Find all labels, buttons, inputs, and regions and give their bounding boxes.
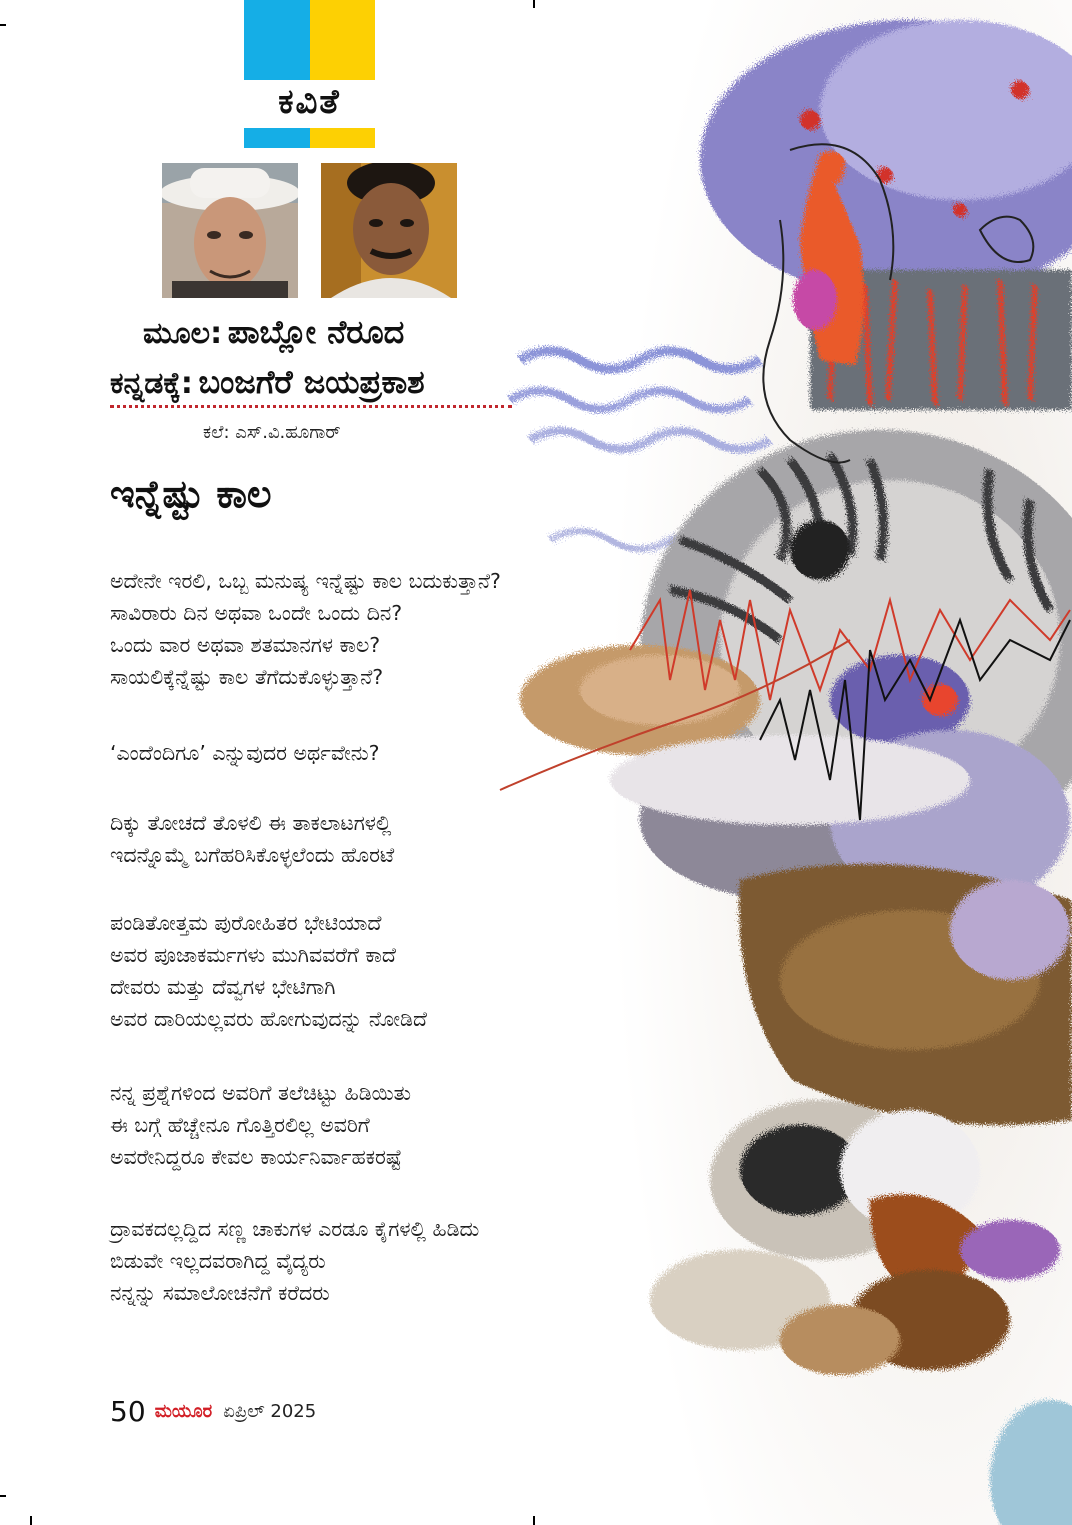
poem-line: ಅವರೇನಿದ್ದರೂ ಕೇವಲ ಕಾರ್ಯನಿರ್ವಾಹಕರಷ್ಟೆ xyxy=(110,1145,403,1169)
credits-divider xyxy=(110,405,512,408)
category-underline-blue xyxy=(244,128,310,148)
category-label: ಕವಿತೆ xyxy=(278,82,341,122)
original-author-name: ಪಾಬ್ಲೋ ನೆರೂದ xyxy=(227,313,405,351)
poem-line: ದೇವರು ಮತ್ತು ದೆವ್ವಗಳ ಭೇಟಿಗಾಗಿ xyxy=(110,975,336,999)
crop-mark-bottom-left xyxy=(0,1495,6,1497)
translator-name: ಬಂಜಗೆರೆ ಜಯಪ್ರಕಾಶ xyxy=(198,363,425,401)
category-color-block-yellow xyxy=(310,0,375,80)
category-color-block-blue xyxy=(244,0,310,80)
poem-line: ಪಂಡಿತೋತ್ತಮ ಪುರೋಹಿತರ ಭೇಟಿಯಾದೆ xyxy=(110,911,382,935)
page-number: 50 xyxy=(110,1395,146,1428)
crop-mark-bottom-center-left xyxy=(30,1516,32,1525)
stanza-4 xyxy=(110,907,427,1035)
poem-line: ‘ಎಂದೆಂದಿಗೂ’ ಎನ್ನುವುದರ ಅರ್ಥವೇನು? xyxy=(110,741,380,765)
poem-line: ನನ್ನನ್ನು ಸಮಾಲೋಚನೆಗೆ ಕರೆದರು xyxy=(110,1281,330,1305)
poem-line: ಸಾಯಲಿಕ್ಕೆನ್ನೆಷ್ಟು ಕಾಲ ತೆಗೆದುಕೊಳ್ಳುತ್ತಾನೆ? xyxy=(110,665,384,689)
translator-photo xyxy=(321,163,457,298)
issue-date: ಏಪ್ರಿಲ್ 2025 xyxy=(223,1401,317,1422)
poem-line: ಇದನ್ನೊಮ್ಮೆ ಬಗೆಹರಿಸಿಕೊಳ್ಳಲೆಂದು ಹೊರಟೆ xyxy=(110,843,395,867)
poem-line: ಒಂದು ವಾರ ಅಥವಾ ಶತಮಾನಗಳ ಕಾಲ? xyxy=(110,633,381,657)
original-label: ಮೂಲ: xyxy=(143,316,223,351)
poem-line: ಬಿಡುವೇ ಇಲ್ಲದವರಾಗಿದ್ದ ವೈದ್ಯರು xyxy=(110,1249,326,1273)
poem-line: ಅದೇನೇ ಇರಲಿ, ಒಬ್ಬ ಮನುಷ್ಯ ಇನ್ನೆಷ್ಟು ಕಾಲ ಬದುಕುತ್ತಾನೆ? xyxy=(110,569,501,593)
translator-credit xyxy=(110,363,425,402)
stanza-1 xyxy=(110,565,501,693)
poem-line: ದಿಕ್ಕು ತೋಚದೆ ತೊಳಲಿ ಈ ತಾಕಲಾಟಗಳಲ್ಲಿ xyxy=(110,811,392,835)
poem-line: ಅವರ ಪೂಜಾಕರ್ಮಗಳು ಮುಗಿವವರೆಗೆ ಕಾದೆ xyxy=(110,943,396,967)
poem-line: ದ್ರಾವಕದಲ್ಲದ್ದಿದ ಸಣ್ಣ ಚಾಕುಗಳ ಎರಡೂ ಕೈಗಳಲ್ಲಿ ಹಿಡಿದು xyxy=(110,1217,480,1241)
stanza-3 xyxy=(110,807,394,871)
poem-illustration xyxy=(490,0,1072,1525)
stanza-2 xyxy=(110,737,380,769)
poem-title: ಇನ್ನೆಷ್ಟು ಕಾಲ xyxy=(110,472,272,516)
stanza-5 xyxy=(110,1077,411,1173)
category-underline-yellow xyxy=(310,128,375,148)
translation-label: ಕನ್ನಡಕ್ಕೆ: xyxy=(110,366,193,401)
art-credit: ಕಲೆ: ಎಸ್.ವಿ.ಹೂಗಾರ್ xyxy=(203,422,341,443)
magazine-logo: ಮಯೂರ xyxy=(154,1401,213,1422)
poem-line: ಸಾವಿರಾರು ದಿನ ಅಥವಾ ಒಂದೇ ಒಂದು ದಿನ? xyxy=(110,601,403,625)
poem-line: ಅವರ ದಾರಿಯಲ್ಲವರು ಹೋಗುವುದನ್ನು ನೋಡಿದೆ xyxy=(110,1007,428,1031)
page-footer xyxy=(110,1395,316,1428)
stanza-6 xyxy=(110,1213,479,1309)
original-author-photo xyxy=(162,163,298,298)
poem-line: ನನ್ನ ಪ್ರಶ್ನೆಗಳಿಂದ ಅವರಿಗೆ ತಲೆಚಿಟ್ಟು ಹಿಡಿಯಿತು xyxy=(110,1081,412,1105)
category-marker xyxy=(244,0,375,150)
poem-line: ಈ ಬಗ್ಗೆ ಹೆಚ್ಚೇನೂ ಗೊತ್ತಿರಲಿಲ್ಲ ಅವರಿಗೆ xyxy=(110,1113,370,1137)
original-author-credit xyxy=(143,313,404,352)
crop-mark-top-left xyxy=(0,24,6,26)
